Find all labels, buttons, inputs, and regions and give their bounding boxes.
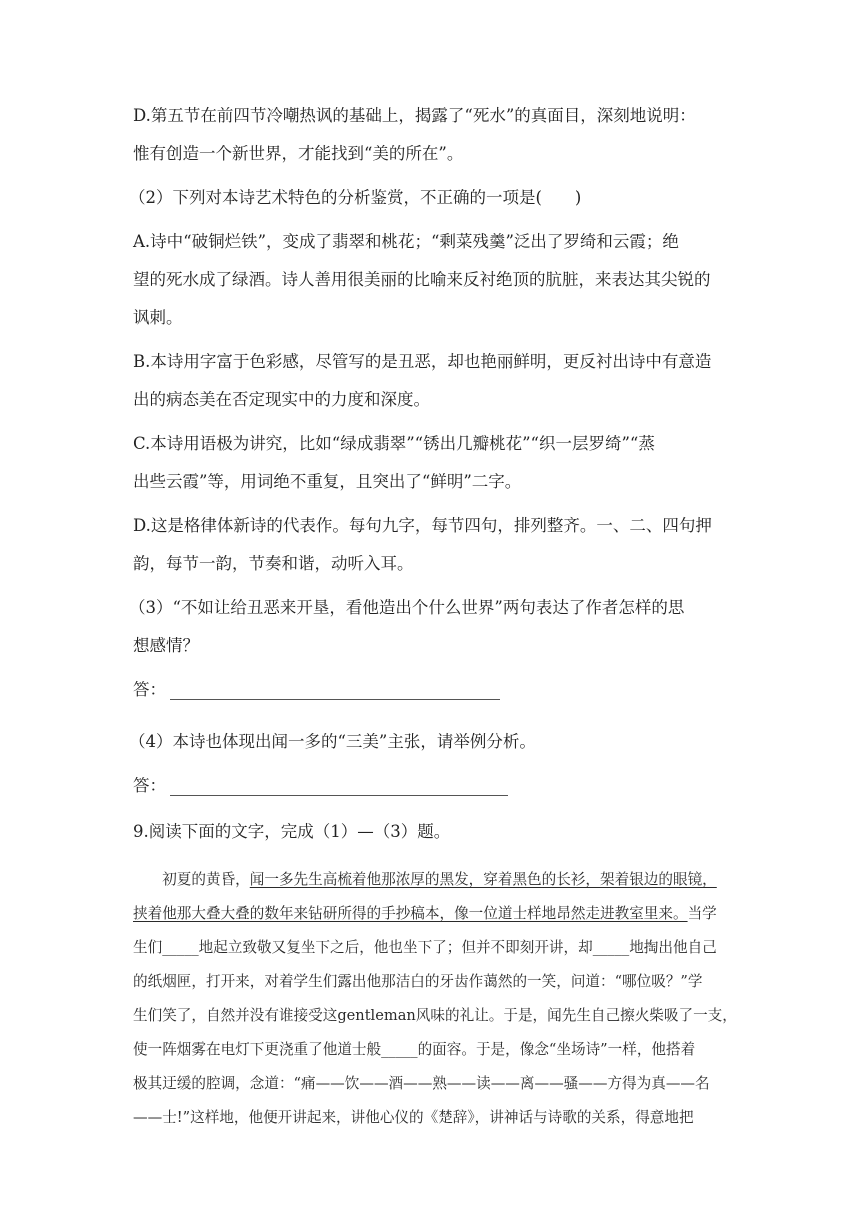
passage-line-2: [133, 904, 717, 924]
answer-3: [133, 680, 500, 700]
passage-line-4: 的纸烟匣，打开来，对着学生们露出他那洁白的牙齿作蔼然的一笑，问道：“哪位吸？”学: [133, 973, 703, 990]
option-d-section5-line2: 惟有创造一个新世界，才能找到“美的所在”。: [133, 144, 464, 163]
passage-line-7: 极其迂缓的腔调，念道：“痛——饮——酒——熟——读——离——骚——方得为真——名: [133, 1075, 710, 1092]
option-d-line1: D.这是格律体新诗的代表作。每句九字，每节四句，排列整齐。一、二、四句押: [133, 516, 712, 535]
question-2: （2）下列对本诗艺术特色的分析鉴赏，不正确的一项是( ): [129, 188, 582, 207]
option-a-line2: 望的死水成了绿酒。诗人善用很美丽的比喻来反衬绝顶的肮脏，来表达其尖锐的: [133, 270, 711, 289]
passage-line-1-text: 初夏的黄昏，: [133, 871, 250, 888]
passage-underlined-text-2: 挟着他那大叠大叠的数年来钻研所得的手抄稿本，像一位道士样地昂然走进教室里来。: [133, 905, 688, 922]
answer-4: [133, 776, 508, 796]
option-b-line2: 出的病态美在否定现实中的力度和深度。: [133, 390, 430, 409]
passage-line-5: 生们笑了，自然并没有谁接受这gentleman风味的礼让。于是，闻先生自己擦火柴吸了一支，: [133, 1007, 737, 1024]
question-4: （4）本诗也体现出闻一多的“三美”主张，请举例分析。: [129, 732, 536, 751]
question-3-line2: 想感情？: [133, 636, 199, 655]
passage-underlined-text-1: 闻一多先生高梳着他那浓厚的黑发，穿着黑色的长衫，架着银边的眼镜，: [249, 871, 717, 888]
option-a-line1: A.诗中“破铜烂铁”，变成了翡翠和桃花；“剩菜残羹”泛出了罗绮和云霞；绝: [133, 232, 679, 251]
option-c-line1: C.本诗用语极为讲究，比如“绿成翡翠”“锈出几瓣桃花”“织一层罗绮”“蒸: [133, 434, 655, 453]
question-9: 9.阅读下面的文字，完成（1）—（3）题。: [133, 822, 451, 841]
option-d-section5-line1: D.第五节在前四节冷嘲热讽的基础上，揭露了“死水”的真面目，深刻地说明：: [133, 106, 696, 125]
option-b-line1: B.本诗用字富于色彩感，尽管写的是丑恶，却也艳丽鲜明，更反衬出诗中有意造: [133, 352, 712, 371]
passage-line-3: 生们_____地起立致敬又复坐下之后，他也坐下了；但并不即刻开讲，却_____地掏出他自己: [133, 939, 717, 956]
passage-line-1: [133, 870, 717, 890]
option-d-line2: 韵，每节一韵，节奏和谐，动听入耳。: [133, 554, 414, 573]
option-c-line2: 出些云霞”等，用词绝不重复，且突出了“鲜明”二字。: [133, 472, 522, 491]
answer-3-label: 答：: [133, 680, 166, 699]
answer-3-blank[interactable]: [170, 685, 500, 700]
answer-4-blank[interactable]: [170, 781, 508, 796]
passage-line-2-text: 当学: [687, 905, 717, 922]
passage-line-8: ——士!”这样地，他便开讲起来，讲他心仪的《楚辞》，讲神话与诗歌的关系，得意地把: [133, 1109, 694, 1126]
passage-line-6: 使一阵烟雾在电灯下更浇重了他道士般_____的面容。于是，像念“坐场诗”一样，他搭着: [133, 1041, 696, 1058]
option-a-line3: 讽刺。: [133, 308, 183, 327]
answer-4-label: 答：: [133, 776, 166, 795]
question-3-line1: （3）“不如让给丑恶来开垦，看他造出个什么世界”两句表达了作者怎样的思: [129, 598, 685, 617]
